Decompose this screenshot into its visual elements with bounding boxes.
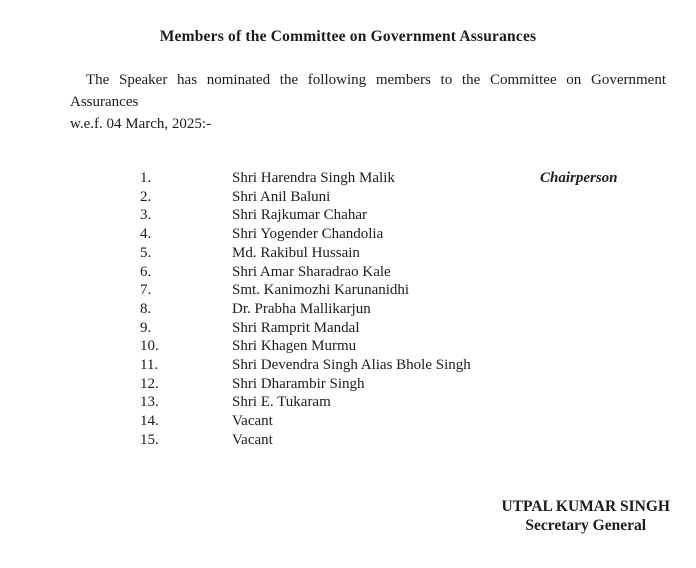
page-title: Members of the Committee on Government Assurances — [159, 28, 537, 45]
member-row — [0, 431, 696, 450]
member-row — [0, 263, 696, 282]
member-name: Shri Harendra Singh Malik — [232, 170, 395, 186]
member-row — [0, 281, 696, 300]
member-row — [0, 300, 696, 319]
member-row — [0, 412, 696, 431]
member-name: Md. Rakibul Hussain — [232, 244, 360, 261]
intro-line-1: The Speaker has nominated the following members to the Committee on Government Assurances — [70, 72, 666, 110]
member-number: 1. — [140, 170, 152, 186]
intro-paragraph — [70, 69, 666, 135]
intro-line-2: w.e.f. 04 March, 2025:- — [70, 116, 212, 132]
signatory — [501, 497, 670, 535]
member-name: Vacant — [232, 413, 273, 430]
member-designation: Chairperson — [540, 170, 618, 186]
member-name: Shri Rajkumar Chahar — [232, 207, 367, 224]
member-row — [0, 225, 696, 244]
member-name: Shri Dharambir Singh — [232, 375, 365, 392]
member-number: 6. — [140, 263, 152, 280]
member-row — [0, 244, 696, 263]
member-number: 2. — [140, 188, 152, 205]
member-number: 4. — [140, 226, 152, 243]
member-name: Dr. Prabha Mallikarjun — [232, 300, 371, 317]
member-number: 5. — [140, 244, 152, 261]
member-name: Shri Yogender Chandolia — [232, 226, 384, 243]
member-number: 7. — [140, 282, 152, 299]
member-number: 8. — [140, 300, 152, 317]
member-number: 15. — [140, 431, 159, 448]
member-name: Shri Anil Baluni — [232, 188, 331, 205]
member-row — [0, 375, 696, 394]
member-name: Shri E. Tukaram — [232, 394, 331, 411]
member-row — [0, 337, 696, 356]
member-row — [0, 188, 696, 207]
member-row — [0, 356, 696, 375]
member-name: Shri Ramprit Mandal — [232, 319, 360, 336]
member-row — [0, 319, 696, 338]
member-number: 13. — [140, 394, 159, 411]
member-number: 14. — [140, 413, 159, 430]
member-name: Vacant — [232, 431, 273, 448]
member-name: Shri Amar Sharadrao Kale — [232, 263, 391, 280]
member-row — [0, 206, 696, 225]
member-name: Shri Devendra Singh Alias Bhole Singh — [232, 357, 471, 374]
member-name: Shri Khagen Murmu — [232, 338, 357, 355]
member-row — [0, 169, 696, 188]
member-row — [0, 393, 696, 412]
signatory-name: UTPAL KUMAR SINGH — [501, 497, 670, 515]
member-list — [0, 169, 696, 450]
member-name: Smt. Kanimozhi Karunanidhi — [232, 282, 410, 299]
signature-block — [0, 497, 670, 535]
member-number: 3. — [140, 207, 152, 224]
member-number: 10. — [140, 338, 159, 355]
member-number: 12. — [140, 375, 159, 392]
member-number: 11. — [140, 357, 159, 374]
member-number: 9. — [140, 319, 152, 336]
signatory-title: Secretary General — [525, 516, 647, 534]
